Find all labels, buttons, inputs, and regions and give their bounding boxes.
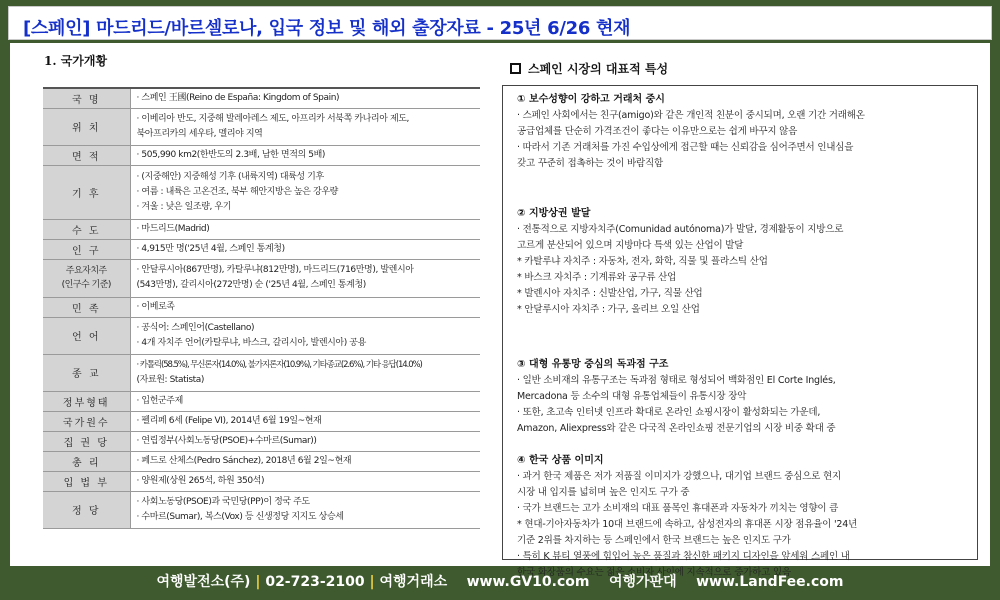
info-row-value — [130, 108, 480, 145]
info-value-line: · 4개 자치주 언어(카탈루냐, 바스크, 갈리시아, 발렌시아) 공용 — [136, 337, 366, 348]
info-row — [43, 165, 480, 219]
info-value-line: · 4,915만 명('25년 4월, 스페인 통계청) — [136, 243, 285, 254]
page-title: [스페인] 마드리드/바르셀로나, 입국 정보 및 해외 출장자료 - 25년 6/26 현재 — [23, 18, 631, 39]
footer-url-2[interactable]: www.LandFee.com — [696, 574, 844, 590]
feature-line: · 또한, 초고속 인터넷 인프라 확대로 온라인 쇼핑시장이 활성화되는 가운데, — [517, 407, 821, 418]
feature-section — [517, 92, 971, 172]
info-row — [43, 317, 480, 354]
market-features-title: 스페인 시장의 대표적 특성 — [528, 62, 669, 76]
feature-line: · 따라서 기존 거래처를 가진 수입상에게 접근할 때는 신뢰감을 심어주면서 인내심을 — [517, 142, 854, 153]
feature-line: 고르게 분산되어 있으며 지방마다 특색 있는 산업이 발달 — [517, 240, 744, 251]
feature-line: * 발렌시아 자치주 : 신발산업, 가구, 직물 산업 — [517, 288, 703, 299]
feature-section-title: ① 보수성향이 강하고 거래처 중시 — [517, 94, 665, 105]
info-row-value — [130, 451, 480, 471]
country-overview-heading: 1. 국가개황 — [44, 54, 108, 68]
info-row-value — [130, 431, 480, 451]
feature-line: 한국 화장품의 수요는 젊은 소비자 사이에 지속적으로 증가하고 있음 — [517, 567, 791, 578]
title-bar — [8, 6, 992, 40]
footer-company: 여행발전소(주) — [156, 574, 251, 590]
info-row — [43, 354, 480, 391]
footer: 여행발전소(주) | 02-723-2100 | 여행거래소 www.GV10.com 여행가판대 www.LandFee.com — [156, 574, 844, 590]
info-row-label: 인 구 — [43, 239, 130, 259]
info-value-line: · 여름 : 내륙은 고온건조, 북부 해안지방은 높은 강우량 — [136, 186, 338, 197]
info-value-line: · 이베로족 — [136, 301, 175, 312]
footer-item-2: 여행가판대 — [608, 574, 677, 590]
info-value-line: (543만명), 갈리시아(272만명) 순 ('25년 4월, 스페인 통계청) — [136, 280, 366, 290]
footer-phone: 02-723-2100 — [265, 574, 365, 590]
feature-line: · 과거 한국 제품은 저가 저품질 이미지가 강했으나, 대기업 브랜드 중심으로 현지 — [517, 471, 841, 482]
info-value-line: · 겨울 : 낮은 일조량, 우기 — [136, 201, 232, 212]
feature-line: * 안달루시아 자치주 : 가구, 올리브 오일 산업 — [517, 304, 700, 315]
info-value-line: · (지중해안) 지중해성 기후 (내륙지역) 대륙성 기후 — [136, 171, 324, 182]
info-row-label: 정부형태 — [43, 391, 130, 411]
info-row-value — [130, 219, 480, 239]
info-row-value — [130, 145, 480, 165]
info-value-line: · 수마르(Sumar), 복스(Vox) 등 신생정당 지지도 상승세 — [136, 511, 344, 522]
feature-line: Mercadona 등 소수의 대형 유통업체들이 유통시장 장악 — [517, 391, 747, 402]
info-row-label: 기 후 — [43, 165, 130, 219]
info-row-label: 정 당 — [43, 491, 130, 528]
info-value-line: · 입헌군주제 — [136, 395, 183, 406]
feature-line: 기준 2위를 차지하는 등 스페인에서 한국 브랜드는 높은 인지도 구가 — [517, 535, 791, 546]
feature-line: · 국가 브랜드는 고가 소비재의 대표 품목인 휴대폰과 자동차가 끼치는 영향이 큼 — [517, 503, 839, 514]
info-row — [43, 391, 480, 411]
feature-line: 시장 내 입지를 넓히며 높은 인지도 구가 중 — [517, 487, 690, 498]
info-row-label: 입 법 부 — [43, 471, 130, 491]
info-row-value — [130, 471, 480, 491]
info-row-label: 종 교 — [43, 354, 130, 391]
feature-line: 갖고 꾸준히 접촉하는 것이 바람직함 — [517, 158, 663, 169]
info-value-line: · 안달루시아(867만명), 카탈루냐(812만명), 마드리드(716만명), 발렌시아 — [136, 265, 414, 275]
feature-section-title: ② 지방상권 발달 — [517, 208, 591, 219]
info-row — [43, 451, 480, 471]
info-value-line: (자료원: Statista) — [136, 374, 205, 385]
info-value-line: · 양원제(상원 265석, 하원 350석) — [136, 475, 265, 486]
info-row-label: 언 어 — [43, 317, 130, 354]
feature-section-title: ③ 대형 유통망 중심의 독과점 구조 — [517, 359, 669, 370]
feature-section — [517, 453, 971, 581]
info-row-label: 주요자치주 (인구수 기준) — [43, 259, 130, 297]
info-row-label: 면 적 — [43, 145, 130, 165]
feature-line: * 카탈루냐 자치주 : 자동차, 전자, 화학, 직물 및 플라스틱 산업 — [517, 256, 768, 267]
info-row-value — [130, 165, 480, 219]
info-row-label: 국가원수 — [43, 411, 130, 431]
footer-item-1: 여행거래소 — [379, 574, 448, 590]
info-value-line: · 카톨릭(58.5%), 무신론자(14.0%), 불가지론자(10.9%), 기타종교(2.6%), 기타 응답(14.0%) — [136, 359, 422, 370]
info-row — [43, 145, 480, 165]
info-row-label: 위 치 — [43, 108, 130, 145]
info-row-value — [130, 411, 480, 431]
info-row — [43, 259, 480, 297]
feature-line: · 특히 K 뷰티 열풍에 힘입어 높은 품질과 참신한 패키지 디자인을 앞세워 스페인 내 — [517, 551, 850, 562]
feature-line: · 일반 소비재의 유통구조는 독과점 형태로 형성되어 백화점인 El Corte Inglés, — [517, 375, 836, 386]
info-row — [43, 431, 480, 451]
info-row-label: 총 리 — [43, 451, 130, 471]
feature-line: 공급업체를 단순히 가격조건이 좋다는 이유만으로는 쉽게 바꾸지 않음 — [517, 126, 798, 137]
info-row-label: 민 족 — [43, 297, 130, 317]
info-row-label: 수 도 — [43, 219, 130, 239]
feature-line: * 현대-기아자동차가 10대 브랜드에 속하고, 삼성전자의 휴대폰 시장 점유율이 '24년 — [517, 519, 858, 530]
info-row — [43, 88, 480, 108]
market-features-box — [502, 85, 978, 578]
info-row-value — [130, 259, 480, 297]
feature-line: · 스페인 사회에서는 친구(amigo)와 같은 개인적 친분이 중시되며, 오랜 기간 거래해온 — [517, 110, 865, 121]
market-features-heading — [510, 60, 668, 77]
info-row-label: 집 권 당 — [43, 431, 130, 451]
checkbox-icon — [510, 63, 521, 74]
info-row — [43, 108, 480, 145]
info-row — [43, 491, 480, 528]
info-row-value — [130, 239, 480, 259]
info-row — [43, 219, 480, 239]
info-row-value — [130, 491, 480, 528]
feature-section-title: ④ 한국 상품 이미지 — [517, 455, 604, 466]
info-value-line: · 505,990 km2(한반도의 2.3배, 남한 면적의 5배) — [136, 149, 326, 160]
feature-line: * 바스크 자치주 : 기계류와 공구류 산업 — [517, 272, 677, 283]
feature-section — [517, 357, 971, 437]
footer-url-1[interactable]: www.GV10.com — [466, 574, 590, 590]
feature-line: Amazon, Aliexpress와 같은 다국적 온라인쇼핑 전문기업의 시장 비중 확대 중 — [517, 423, 836, 434]
info-row — [43, 239, 480, 259]
feature-section — [517, 206, 971, 318]
info-row — [43, 411, 480, 431]
info-row-value — [130, 391, 480, 411]
info-row — [43, 471, 480, 491]
info-value-line: · 이베리아 반도, 지중해 발레아레스 제도, 아프리카 서북쪽 카나리아 제도, — [136, 113, 410, 124]
info-value-line: · 마드리드(Madrid) — [136, 223, 210, 234]
info-value-line: · 페드로 산체스(Pedro Sánchez), 2018년 6월 2일~현재 — [136, 455, 352, 466]
info-row-value — [130, 354, 480, 391]
info-row-value — [130, 88, 480, 108]
info-value-line: · 공식어: 스페인어(Castellano) — [136, 322, 255, 333]
info-row-label: 국 명 — [43, 88, 130, 108]
info-value-line: · 펠리페 6세 (Felipe VI), 2014년 6월 19일~현재 — [136, 415, 322, 426]
info-value-line: · 스페인 王國(Reino de España: Kingdom of Spain) — [136, 92, 340, 103]
content-area — [10, 43, 990, 578]
feature-line: · 전통적으로 지방자치주(Comunidad autónoma)가 발달, 경제활동이 지방으로 — [517, 224, 844, 235]
info-row — [43, 297, 480, 317]
country-overview-table — [43, 87, 480, 529]
info-value-line: 북아프리카의 세우타, 멜리야 지역 — [136, 128, 263, 139]
info-row-value — [130, 297, 480, 317]
info-value-line: · 사회노동당(PSOE)과 국민당(PP)이 정국 주도 — [136, 496, 310, 507]
info-row-value — [130, 317, 480, 354]
info-value-line: · 연립정부(사회노동당(PSOE)+수마르(Sumar)) — [136, 435, 317, 446]
